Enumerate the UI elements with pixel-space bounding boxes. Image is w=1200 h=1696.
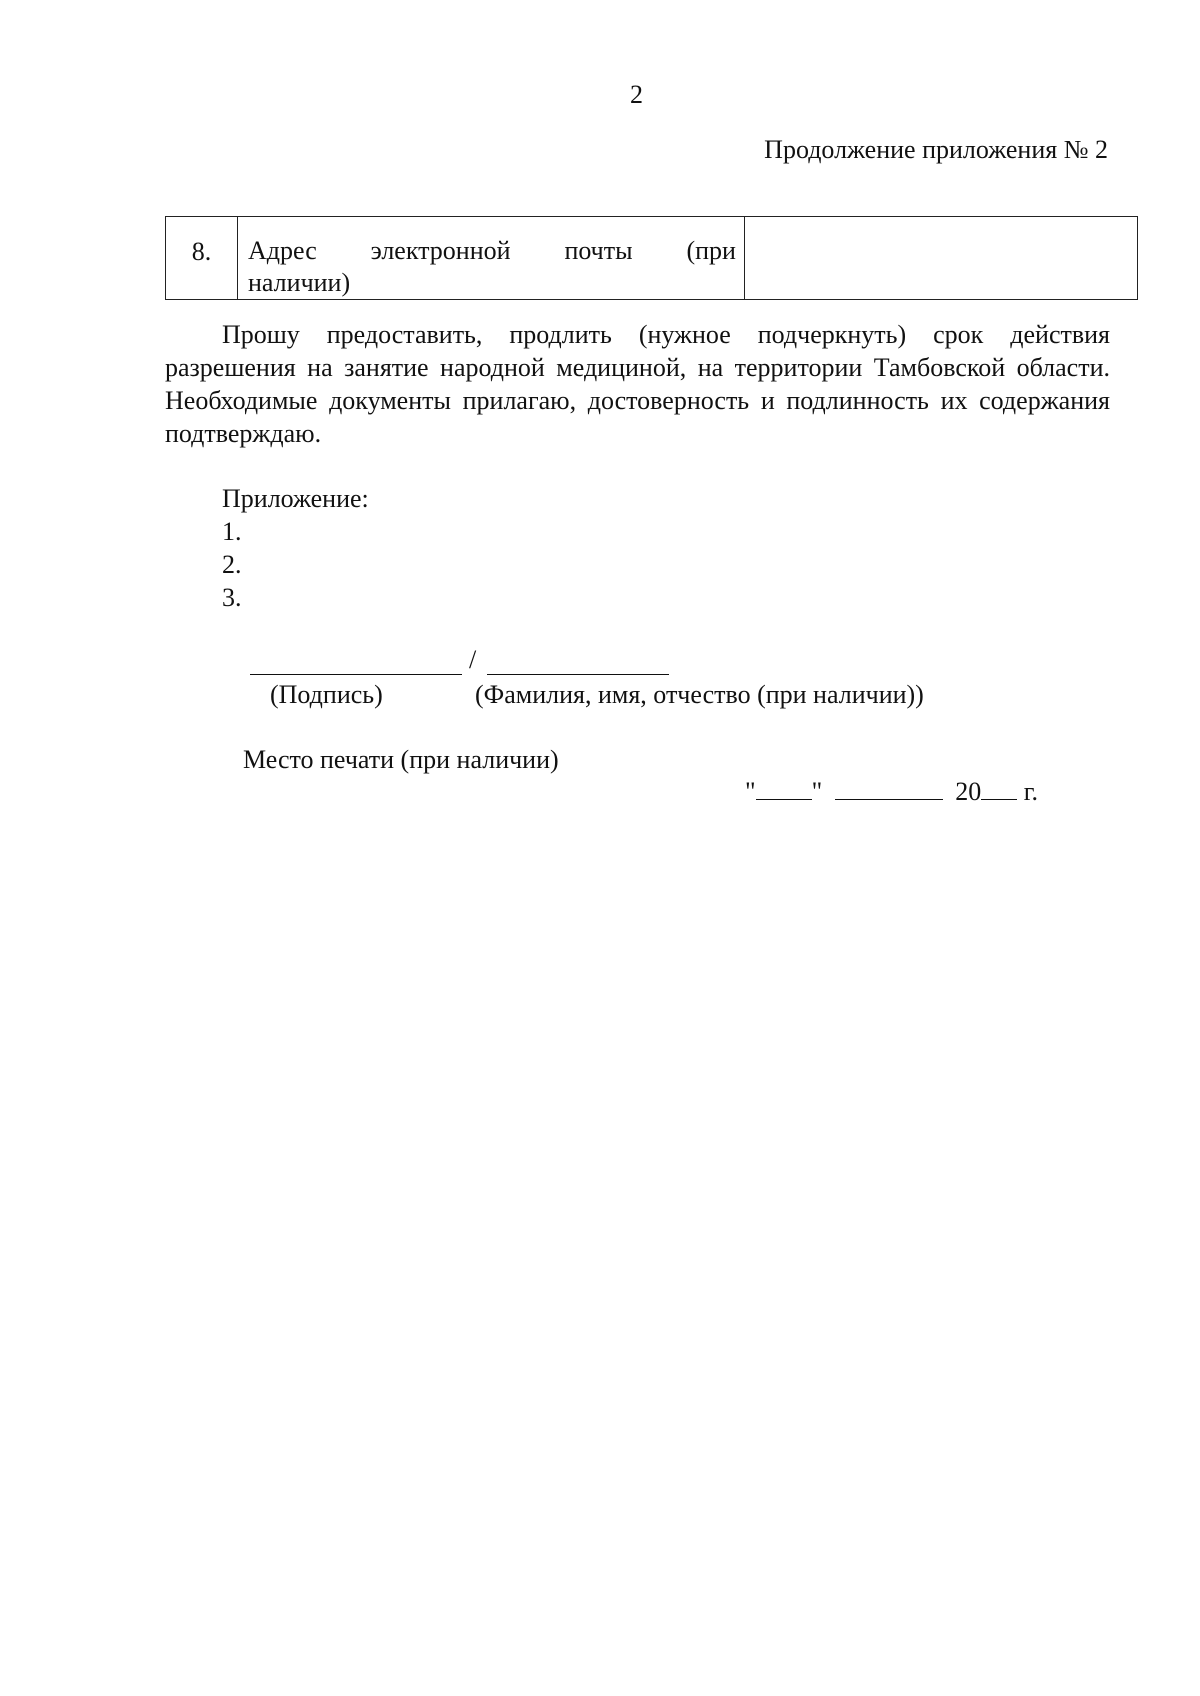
date-month-field[interactable]: [835, 779, 943, 800]
attachment-item: 3.: [222, 583, 242, 612]
label-word: почты: [564, 236, 633, 265]
row-label-line-1: [248, 235, 736, 267]
row-label-line-2: наличии): [248, 268, 351, 297]
request-paragraph: Прошу предоставить, продлить (нужное подчеркнуть) срок действия разрешения на занятие народной медициной, на территории Тамбовской области. Необходимые документы прилагаю, достоверность и подлинность их содержания подтверждаю.: [165, 320, 1110, 448]
attachment-item: 2.: [222, 550, 242, 579]
label-word: электронной: [370, 236, 511, 265]
signature-caption: (Подпись): [270, 680, 383, 709]
label-word: (при: [686, 236, 736, 265]
page-number: 2: [630, 80, 643, 109]
form-table: [165, 216, 1138, 300]
date-quote-open: ": [745, 777, 756, 806]
email-value-field[interactable]: [745, 217, 1138, 300]
date-century: 20: [955, 777, 982, 806]
date-day-field[interactable]: [756, 779, 812, 800]
row-label: [238, 217, 745, 300]
signature-line[interactable]: [250, 674, 462, 675]
label-word: Адрес: [248, 236, 317, 265]
table-row: [166, 217, 1138, 300]
continuation-note: Продолжение приложения № 2: [764, 135, 1108, 164]
row-number: 8.: [166, 217, 238, 300]
date-year-field[interactable]: [981, 779, 1017, 800]
attachment-item: 1.: [222, 517, 242, 546]
date-quote-close: ": [811, 777, 823, 806]
date-line: [745, 777, 1038, 807]
date-suffix: г.: [1023, 777, 1038, 806]
stamp-note: Место печати (при наличии): [243, 745, 559, 774]
name-line[interactable]: [487, 674, 669, 675]
name-caption: (Фамилия, имя, отчество (при наличии)): [475, 680, 924, 709]
attachments-title: Приложение:: [222, 484, 369, 513]
signature-separator: /: [469, 645, 477, 674]
